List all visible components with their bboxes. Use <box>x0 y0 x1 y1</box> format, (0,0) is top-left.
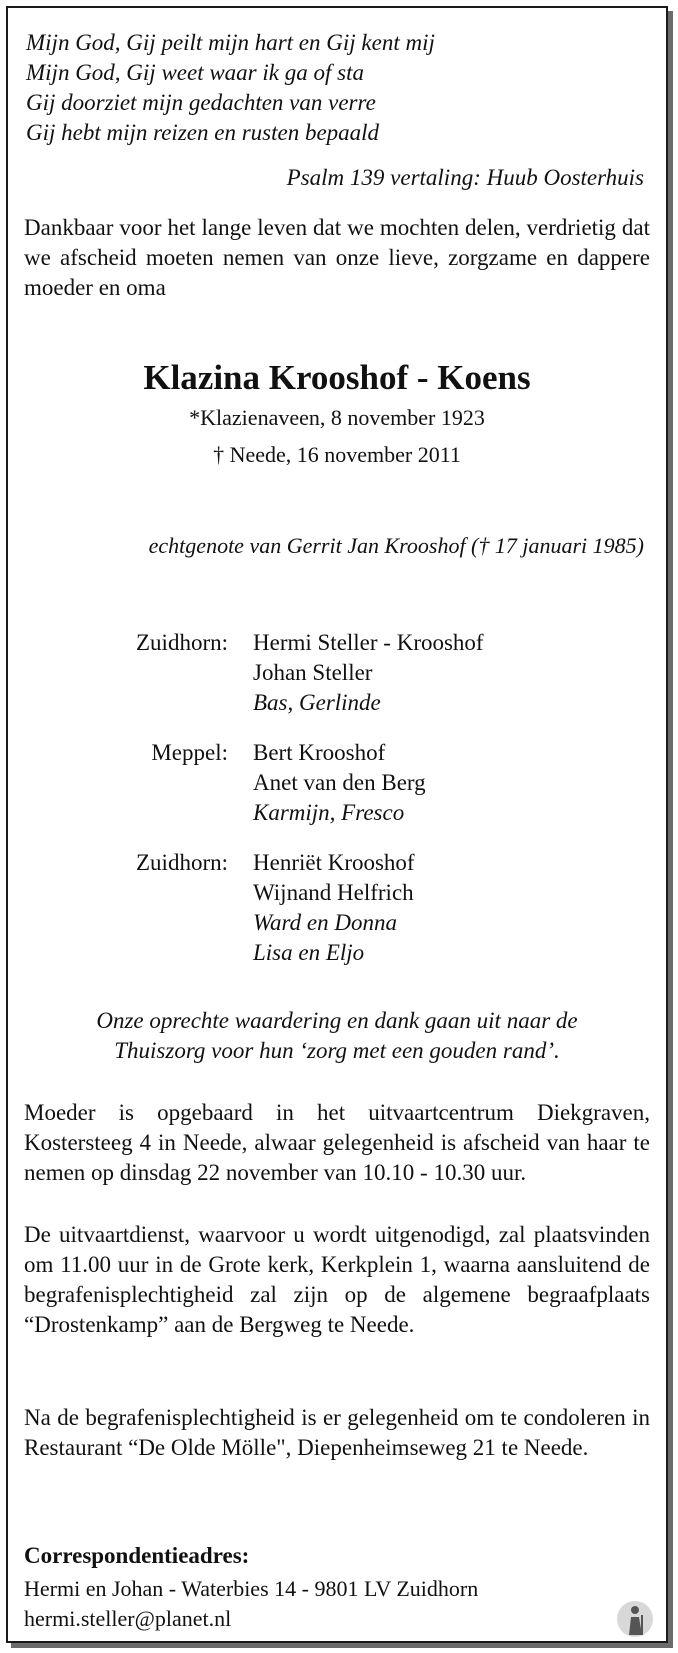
spouse-line: echtgenote van Gerrit Jan Krooshof († 17 januari 1985) <box>148 533 644 558</box>
correspondence-email[interactable]: hermi.steller@planet.nl <box>24 1606 232 1631</box>
service-text: De uitvaartdienst, waarvoor u wordt uitgenodigd, zal plaatsvinden om 11.00 uur in de Grote kerk, Kerkplein 1, waarna aansluitend de begrafenisplechtigheid zal zijn op de algemene begraafplaats “Drostenkamp” aan de Bergweg te Neede. <box>24 1222 650 1337</box>
poem-line: Mijn God, Gij peilt mijn hart en Gij kent mij <box>26 30 435 55</box>
thanks-text <box>8 1006 666 1066</box>
family-member: Hermi Steller - Krooshof <box>253 630 484 655</box>
family-place: Meppel: <box>151 740 228 765</box>
memorial-logo-icon <box>616 1599 654 1639</box>
grandchildren: Ward en Donna <box>253 910 397 935</box>
family-member: Wijnand Helfrich <box>253 880 414 905</box>
viewing-text: Moeder is opgebaard in het uitvaartcentrum Diekgraven, Kostersteeg 4 in Neede, alwaar gelegenheid is afscheid van haar te nemen op dinsdag 22 november van 10.10 - 10.30 uur. <box>24 1100 650 1185</box>
correspondence-address: Hermi en Johan - Waterbies 14 - 9801 LV Zuidhorn <box>24 1576 479 1601</box>
poem-line: Mijn God, Gij weet waar ik ga of sta <box>26 60 364 85</box>
family-member: Bert Krooshof <box>253 740 386 765</box>
poem-line: Gij hebt mijn reizen en rusten bepaald <box>26 120 380 145</box>
poem-line: Gij doorziet mijn gedachten van verre <box>26 90 376 115</box>
family-member: Johan Steller <box>253 660 373 685</box>
family-group <box>108 848 415 968</box>
correspondence-heading: Correspondentieadres: <box>24 1543 250 1568</box>
psalm-attribution: Psalm 139 vertaling: Huub Oosterhuis <box>286 165 644 190</box>
family-group <box>108 738 426 828</box>
intro-text: Dankbaar voor het lange leven dat we mochten delen, verdrietig dat we afscheid moeten nemen van onze lieve, zorgzame en dappere moeder en oma <box>24 215 650 300</box>
family-group <box>108 628 484 718</box>
birth-line: *Klazienaveen, 8 november 1923 <box>189 405 485 430</box>
death-line: † Neede, 16 november 2011 <box>213 442 461 467</box>
family-place: Zuidhorn: <box>136 850 228 875</box>
thanks-line: Thuiszorg voor hun ‘zorg met een gouden rand’. <box>114 1038 560 1063</box>
family-member: Anet van den Berg <box>253 770 426 795</box>
grandchildren: Karmijn, Fresco <box>253 800 405 825</box>
family-member: Henriët Krooshof <box>253 850 415 875</box>
family-place: Zuidhorn: <box>136 630 228 655</box>
poem <box>26 28 435 148</box>
condolence-text: Na de begrafenisplechtigheid is er gelegenheid om te condoleren in Restaurant “De Olde Mölle", Diepenheimseweg 21 te Neede. <box>24 1405 650 1460</box>
deceased-name: Klazina Krooshof - Koens <box>143 358 531 397</box>
grandchildren: Bas, Gerlinde <box>253 690 381 715</box>
obituary-notice <box>6 6 668 1643</box>
thanks-line: Onze oprechte waardering en dank gaan uit naar de <box>96 1008 578 1033</box>
grandchildren: Lisa en Eljo <box>253 940 365 965</box>
